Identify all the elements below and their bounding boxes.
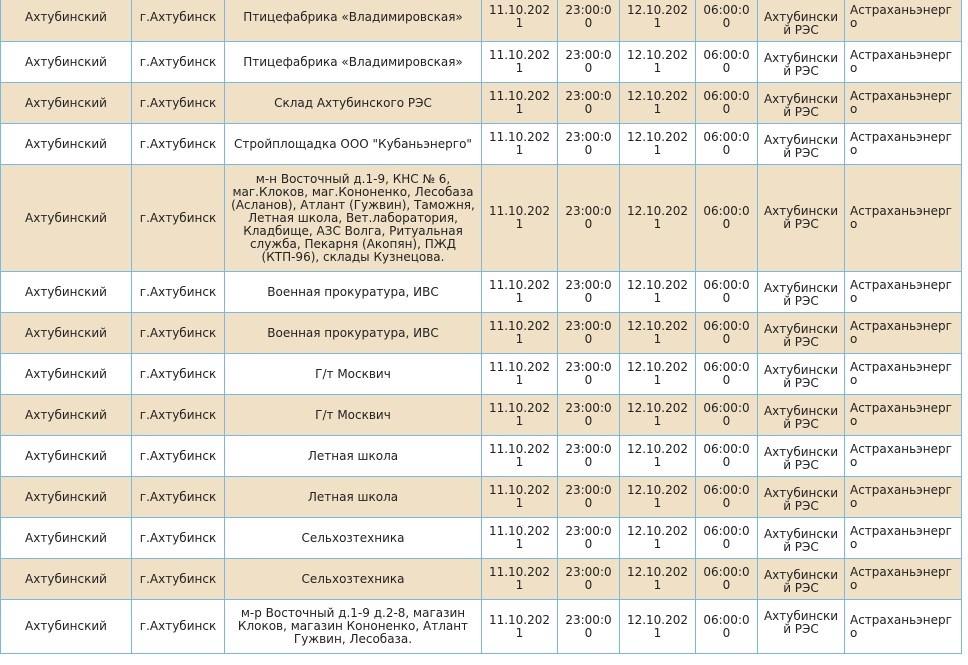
end-date-cell: 12.10.2021 <box>620 354 696 395</box>
start-date-cell: 11.10.2021 <box>482 354 558 395</box>
org-cell: Астраханьэнерго <box>845 518 962 559</box>
end-time-cell: 06:00:00 <box>696 477 758 518</box>
end-time-cell: 06:00:00 <box>696 272 758 313</box>
end-time-cell: 06:00:00 <box>696 0 758 42</box>
end-time-cell: 06:00:00 <box>696 436 758 477</box>
city-cell: г.Ахтубинск <box>132 436 225 477</box>
table-row <box>1 0 962 42</box>
end-date-cell: 12.10.2021 <box>620 395 696 436</box>
object-cell: м-р Восточный д.1-9 д.2-8, магазин Клоков, магазин Кононенко, Атлант Гужвин, Лесобаза. <box>225 600 482 654</box>
start-time-cell: 23:00:00 <box>558 83 620 124</box>
city-cell: г.Ахтубинск <box>132 354 225 395</box>
district-cell: Ахтубинский <box>1 42 132 83</box>
table-row <box>1 313 962 354</box>
end-time-cell: 06:00:00 <box>696 165 758 272</box>
res-cell: Ахтубинский РЭС <box>758 354 845 395</box>
city-cell: г.Ахтубинск <box>132 83 225 124</box>
end-date-cell: 12.10.2021 <box>620 518 696 559</box>
object-cell: Сельхозтехника <box>225 518 482 559</box>
end-date-cell: 12.10.2021 <box>620 42 696 83</box>
city-cell: г.Ахтубинск <box>132 600 225 654</box>
start-date-cell: 11.10.2021 <box>482 313 558 354</box>
object-cell: Склад Ахтубинского РЭС <box>225 83 482 124</box>
district-cell: Ахтубинский <box>1 395 132 436</box>
end-date-cell: 12.10.2021 <box>620 600 696 654</box>
org-cell: Астраханьэнерго <box>845 124 962 165</box>
start-date-cell: 11.10.2021 <box>482 124 558 165</box>
end-time-cell: 06:00:00 <box>696 600 758 654</box>
end-time-cell: 06:00:00 <box>696 313 758 354</box>
start-date-cell: 11.10.2021 <box>482 395 558 436</box>
table-row <box>1 42 962 83</box>
end-date-cell: 12.10.2021 <box>620 0 696 42</box>
start-time-cell: 23:00:00 <box>558 0 620 42</box>
end-time-cell: 06:00:00 <box>696 83 758 124</box>
org-cell: Астраханьэнерго <box>845 42 962 83</box>
district-cell: Ахтубинский <box>1 272 132 313</box>
object-cell: Сельхозтехника <box>225 559 482 600</box>
table-row <box>1 272 962 313</box>
table-row <box>1 124 962 165</box>
end-date-cell: 12.10.2021 <box>620 313 696 354</box>
start-date-cell: 11.10.2021 <box>482 477 558 518</box>
org-cell: Астраханьэнерго <box>845 395 962 436</box>
end-date-cell: 12.10.2021 <box>620 165 696 272</box>
start-time-cell: 23:00:00 <box>558 477 620 518</box>
end-time-cell: 06:00:00 <box>696 559 758 600</box>
start-date-cell: 11.10.2021 <box>482 518 558 559</box>
start-time-cell: 23:00:00 <box>558 518 620 559</box>
res-cell: Ахтубинский РЭС <box>758 83 845 124</box>
end-time-cell: 06:00:00 <box>696 518 758 559</box>
table-row <box>1 354 962 395</box>
res-cell: Ахтубинский РЭС <box>758 600 845 654</box>
org-cell: Астраханьэнерго <box>845 477 962 518</box>
start-time-cell: 23:00:00 <box>558 313 620 354</box>
object-cell: Птицефабрика «Владимировская» <box>225 42 482 83</box>
object-cell: Стройплощадка ООО "Кубаньэнерго" <box>225 124 482 165</box>
end-time-cell: 06:00:00 <box>696 42 758 83</box>
res-cell: Ахтубинский РЭС <box>758 518 845 559</box>
object-cell: м-н Восточный д.1-9, КНС № 6, маг.Клоков, маг.Кононенко, Лесобаза (Асланов), Атлант (Гужвин), Таможня, Летная школа, Вет.лаборатория, Кладбище, АЗС Волга, Ритуальная служба, Пекарня (Акопян), ПЖД (КТП-96), склады Кузнецова. <box>225 165 482 272</box>
org-cell: Астраханьэнерго <box>845 436 962 477</box>
table-row <box>1 518 962 559</box>
district-cell: Ахтубинский <box>1 83 132 124</box>
start-date-cell: 11.10.2021 <box>482 559 558 600</box>
start-date-cell: 11.10.2021 <box>482 0 558 42</box>
start-date-cell: 11.10.2021 <box>482 600 558 654</box>
table-row <box>1 165 962 272</box>
org-cell: Астраханьэнерго <box>845 354 962 395</box>
org-cell: Астраханьэнерго <box>845 600 962 654</box>
city-cell: г.Ахтубинск <box>132 124 225 165</box>
res-cell: Ахтубинский РЭС <box>758 559 845 600</box>
start-time-cell: 23:00:00 <box>558 42 620 83</box>
start-date-cell: 11.10.2021 <box>482 436 558 477</box>
district-cell: Ахтубинский <box>1 0 132 42</box>
end-date-cell: 12.10.2021 <box>620 83 696 124</box>
start-date-cell: 11.10.2021 <box>482 42 558 83</box>
start-time-cell: 23:00:00 <box>558 436 620 477</box>
start-time-cell: 23:00:00 <box>558 559 620 600</box>
city-cell: г.Ахтубинск <box>132 559 225 600</box>
org-cell: Астраханьэнерго <box>845 0 962 42</box>
city-cell: г.Ахтубинск <box>132 518 225 559</box>
start-date-cell: 11.10.2021 <box>482 165 558 272</box>
table-row <box>1 83 962 124</box>
city-cell: г.Ахтубинск <box>132 0 225 42</box>
district-cell: Ахтубинский <box>1 518 132 559</box>
end-time-cell: 06:00:00 <box>696 395 758 436</box>
end-date-cell: 12.10.2021 <box>620 559 696 600</box>
district-cell: Ахтубинский <box>1 600 132 654</box>
district-cell: Ахтубинский <box>1 313 132 354</box>
object-cell: Военная прокуратура, ИВС <box>225 313 482 354</box>
res-cell: Ахтубинский РЭС <box>758 477 845 518</box>
city-cell: г.Ахтубинск <box>132 395 225 436</box>
start-time-cell: 23:00:00 <box>558 272 620 313</box>
end-time-cell: 06:00:00 <box>696 124 758 165</box>
table-row <box>1 395 962 436</box>
district-cell: Ахтубинский <box>1 165 132 272</box>
object-cell: Военная прокуратура, ИВС <box>225 272 482 313</box>
object-cell: Г/т Москвич <box>225 354 482 395</box>
res-cell: Ахтубинский РЭС <box>758 395 845 436</box>
start-date-cell: 11.10.2021 <box>482 272 558 313</box>
district-cell: Ахтубинский <box>1 559 132 600</box>
end-date-cell: 12.10.2021 <box>620 272 696 313</box>
city-cell: г.Ахтубинск <box>132 42 225 83</box>
org-cell: Астраханьэнерго <box>845 559 962 600</box>
city-cell: г.Ахтубинск <box>132 272 225 313</box>
res-cell: Ахтубинский РЭС <box>758 42 845 83</box>
city-cell: г.Ахтубинск <box>132 313 225 354</box>
start-time-cell: 23:00:00 <box>558 600 620 654</box>
district-cell: Ахтубинский <box>1 124 132 165</box>
district-cell: Ахтубинский <box>1 436 132 477</box>
object-cell: Г/т Москвич <box>225 395 482 436</box>
org-cell: Астраханьэнерго <box>845 165 962 272</box>
district-cell: Ахтубинский <box>1 354 132 395</box>
res-cell: Ахтубинский РЭС <box>758 165 845 272</box>
res-cell: Ахтубинский РЭС <box>758 313 845 354</box>
city-cell: г.Ахтубинск <box>132 477 225 518</box>
res-cell: Ахтубинский РЭС <box>758 0 845 42</box>
end-date-cell: 12.10.2021 <box>620 436 696 477</box>
object-cell: Летная школа <box>225 436 482 477</box>
start-time-cell: 23:00:00 <box>558 354 620 395</box>
city-cell: г.Ахтубинск <box>132 165 225 272</box>
end-time-cell: 06:00:00 <box>696 354 758 395</box>
district-cell: Ахтубинский <box>1 477 132 518</box>
res-cell: Ахтубинский РЭС <box>758 436 845 477</box>
start-time-cell: 23:00:00 <box>558 165 620 272</box>
end-date-cell: 12.10.2021 <box>620 124 696 165</box>
org-cell: Астраханьэнерго <box>845 272 962 313</box>
res-cell: Ахтубинский РЭС <box>758 124 845 165</box>
start-time-cell: 23:00:00 <box>558 395 620 436</box>
object-cell: Летная школа <box>225 477 482 518</box>
res-cell: Ахтубинский РЭС <box>758 272 845 313</box>
table-row <box>1 600 962 654</box>
org-cell: Астраханьэнерго <box>845 83 962 124</box>
org-cell: Астраханьэнерго <box>845 313 962 354</box>
object-cell: Птицефабрика «Владимировская» <box>225 0 482 42</box>
end-date-cell: 12.10.2021 <box>620 477 696 518</box>
start-time-cell: 23:00:00 <box>558 124 620 165</box>
table-row <box>1 436 962 477</box>
table-row <box>1 559 962 600</box>
start-date-cell: 11.10.2021 <box>482 83 558 124</box>
table-row <box>1 477 962 518</box>
